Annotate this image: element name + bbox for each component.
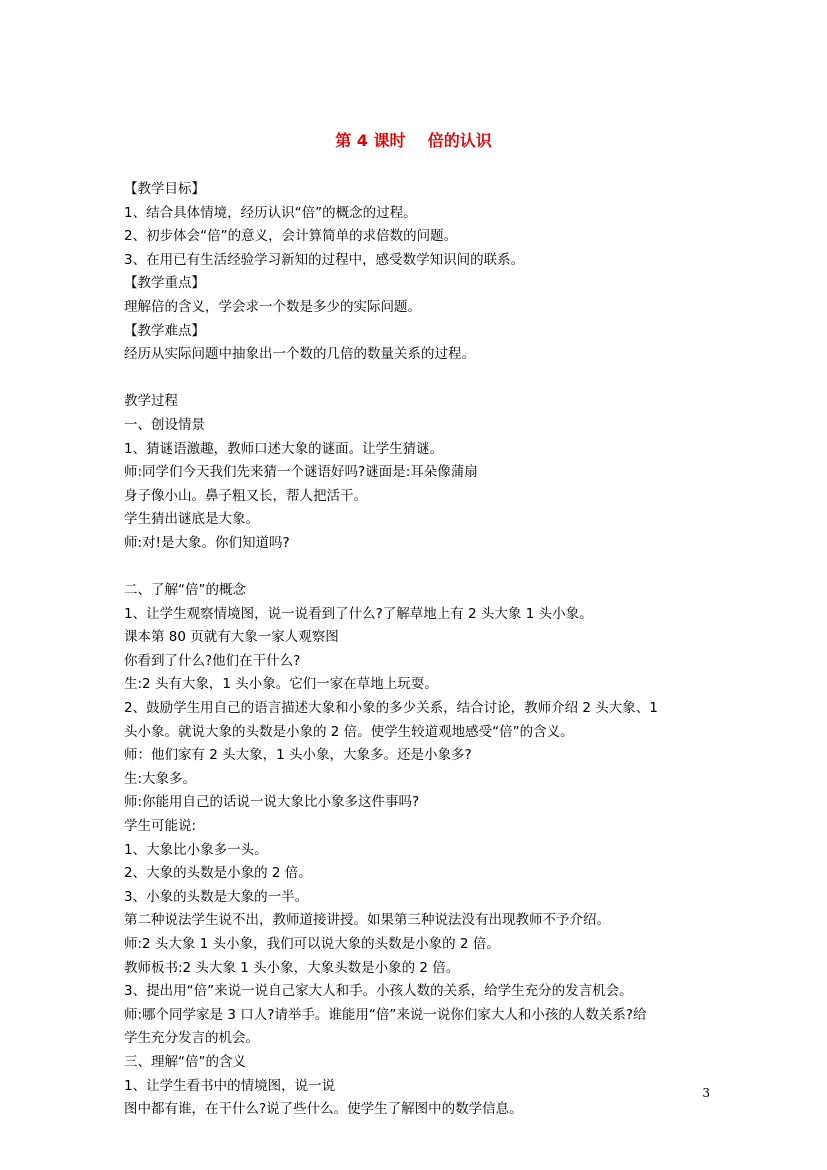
text-line: 【教学重点】: [124, 275, 205, 292]
text-line: 学生猜出谜底是大象。: [124, 511, 259, 528]
text-line: 3、小象的头数是大象的一半。: [124, 888, 309, 905]
text-line: 师:哪个同学家是 3 口人?请举手。谁能用“倍”来说一说你们家大人和小孩的人数关系?给: [124, 1006, 647, 1023]
text-line: 1、大象比小象多一头。: [124, 841, 268, 858]
text-line: 生:2 头有大象，1 头小象。它们一家在草地上玩耍。: [124, 676, 438, 693]
page-title: 第 4 课时 倍的认识: [335, 131, 492, 150]
blank-line: [124, 556, 709, 580]
text-line: 师:你能用自己的话说一说大象比小象多这件事吗?: [124, 794, 420, 811]
text-line: 3、在用已有生活经验学习新知的过程中，感受数学知识间的联系。: [124, 251, 525, 268]
text-line: 生:大象多。: [124, 770, 197, 787]
text-line: 3、提出用“倍”来说一说自己家大人和手。小孩人数的关系，给学生充分的发言机会。: [124, 983, 633, 1000]
text-line: 三、理解“倍”的含义: [124, 1053, 246, 1070]
text-line: 1、结合具体情境，经历认识“倍”的概念的过程。: [124, 204, 417, 221]
text-line: 课本第 80 页就有大象一家人观察图: [124, 629, 339, 646]
text-line: 教师板书:2 头大象 1 头小象，大象头数是小象的 2 倍。: [124, 959, 460, 976]
text-line: 师:对!是大象。你们知道吗?: [124, 534, 290, 551]
text-line: 经历从实际问题中抽象出一个数的几倍的数量关系的过程。: [124, 346, 475, 363]
text-line: 你看到了什么?他们在干什么?: [124, 652, 301, 669]
text-line: 1、让学生看书中的情境图，说一说: [124, 1077, 336, 1094]
text-line: 头小象。就说大象的头数是小象的 2 倍。使学生较道观地感受“倍”的含义。: [124, 723, 574, 740]
text-line: 【教学目标】: [124, 181, 205, 197]
text-line: 师：他们家有 2 头大象，1 头小象，大象多。还是小象多?: [124, 747, 472, 764]
text-line: 【教学难点】: [124, 322, 205, 339]
text-line: 2、鼓励学生用自己的语言描述大象和小象的多少关系，结合讨论，教师介绍 2 头大象、1: [124, 700, 658, 717]
text-line: 一、创设情景: [124, 416, 205, 433]
text-line: 学生可能说:: [124, 818, 197, 835]
text-line: 师:同学们今天我们先来猜一个谜语好吗?谜面是:耳朵像蒲扇: [124, 464, 478, 481]
text-line: 学生充分发言的机会。: [124, 1030, 259, 1047]
text-line: 2、初步体会“倍”的意义，会计算简单的求倍数的问题。: [124, 228, 458, 245]
text-line: 第二种说法学生说不出，教师道接讲授。如果第三种说法没有出现教师不予介绍。: [124, 912, 610, 929]
text-line: 2、大象的头数是小象的 2 倍。: [124, 865, 312, 882]
text-line: 教学过程: [124, 393, 178, 410]
blank-line: [124, 367, 709, 391]
document-body: [124, 178, 709, 1122]
text-line: 师:2 头大象 1 头小象，我们可以说大象的头数是小象的 2 倍。: [124, 936, 500, 952]
text-line: 身子像小山。鼻子粗又长，帮人把活干。: [124, 487, 367, 504]
text-line: 1、让学生观察情境图，说一说看到了什么?了解草地上有 2 头大象 1 头小象。: [124, 605, 593, 622]
text-line: 二、了解“倍”的概念: [124, 582, 246, 599]
text-line: 理解倍的含义，学会求一个数是多少的实际问题。: [124, 298, 421, 315]
text-line: 1、猜谜语激趣，教师口述大象的谜面。让学生猜谜。: [124, 440, 444, 457]
text-line: 图中都有谁，在干什么?说了些什么。使学生了解图中的数学信息。: [124, 1101, 523, 1118]
page-number: 3: [702, 1086, 710, 1100]
